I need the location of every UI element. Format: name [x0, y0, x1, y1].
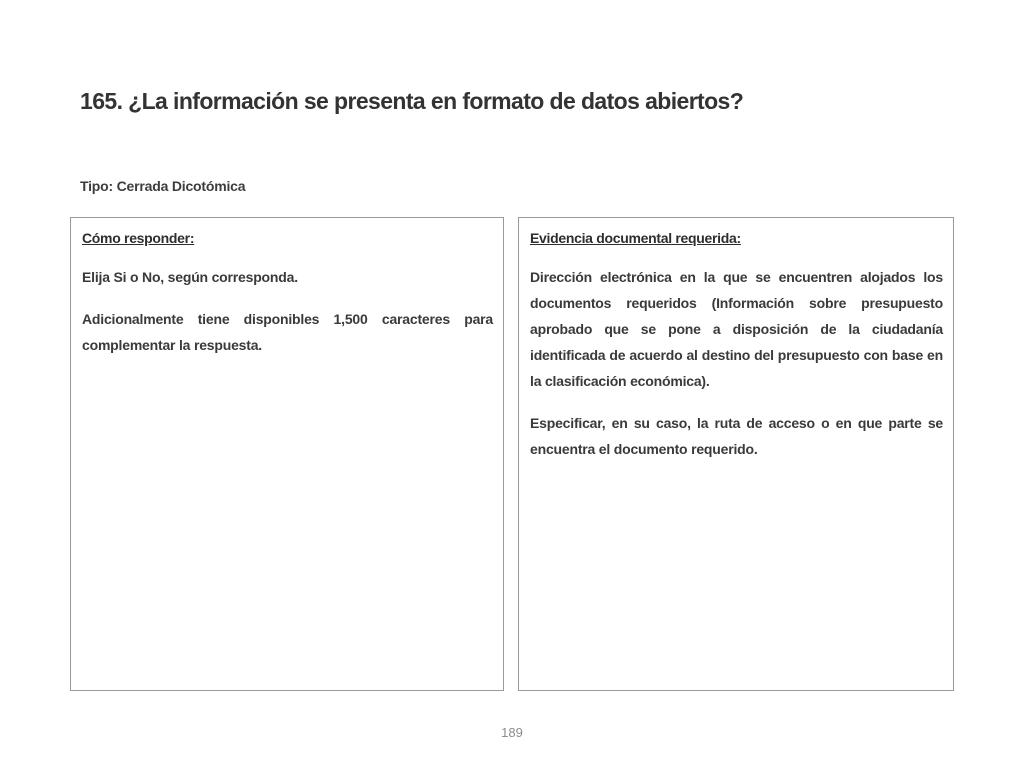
how-to-answer-heading: Cómo responder:: [82, 230, 195, 246]
question-type-label: Tipo: Cerrada Dicotómica: [80, 178, 246, 194]
page-title: 165. ¿La información se presenta en formato de datos abiertos?: [80, 88, 744, 114]
how-to-answer-paragraph: Adicionalmente tiene disponibles 1,500 caracteres para complementar la respuesta.: [82, 311, 493, 353]
evidence-paragraph: Dirección electrónica en la que se encuentren alojados los documentos requeridos (Información sobre presupuesto aprobado que se pone a disposición de la ciudadanía identificada de acuerdo al destino del presupuesto con base en la clasificación económica).: [530, 269, 943, 389]
evidence-heading: Evidencia documental requerida:: [530, 230, 741, 246]
how-to-answer-panel: [70, 217, 504, 691]
page-number: 189: [501, 725, 523, 740]
evidence-panel: [518, 217, 954, 691]
how-to-answer-paragraph: Elija Si o No, según corresponda.: [82, 269, 298, 285]
evidence-paragraph: Especificar, en su caso, la ruta de acceso o en que parte se encuentra el documento requerido.: [530, 415, 943, 457]
